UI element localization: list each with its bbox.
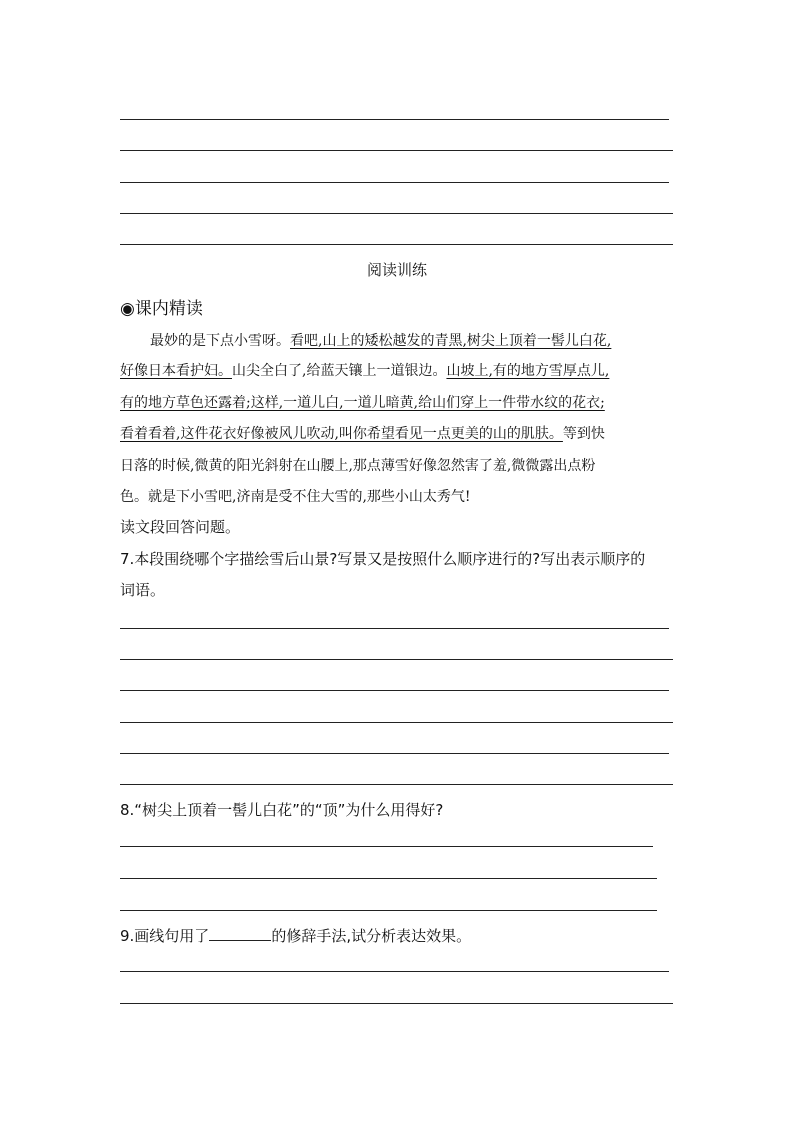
answer-line xyxy=(120,244,673,245)
answer-line xyxy=(120,182,669,183)
answer-line xyxy=(120,1003,673,1004)
answer-line xyxy=(120,784,673,785)
answer-line xyxy=(120,878,657,879)
answer-line xyxy=(120,722,673,723)
passage-text: 最妙的是下点小雪呀。 xyxy=(150,333,290,349)
answer-line xyxy=(120,910,657,911)
answer-line xyxy=(120,659,673,660)
passage-text: 等到快 xyxy=(562,426,605,442)
answer-line xyxy=(120,846,653,847)
answer-line xyxy=(120,971,669,972)
fill-in-blank[interactable] xyxy=(209,926,271,941)
question-7-cont: 词语。 xyxy=(120,581,166,599)
underlined-sentence: 看吧,山上的矮松越发的青黑,树尖上顶着一髻儿白花, xyxy=(290,333,612,349)
answer-line xyxy=(120,213,673,214)
underlined-sentence: 看着看着,这件花衣好像被风儿吹动,叫你希望看见一点更美的山的肌肤。 xyxy=(120,426,563,442)
passage-line-5: 日落的时候,微黄的阳光斜射在山腰上,那点薄雪好像忽然害了羞,微微露出点粉 xyxy=(120,458,596,474)
answer-line xyxy=(120,150,673,151)
answer-line xyxy=(120,628,669,629)
question-7: 7.本段围绕哪个字描绘雪后山景?写景又是按照什么顺序进行的?写出表示顺序的 xyxy=(120,550,646,568)
passage-line-2 xyxy=(120,361,609,381)
answer-line xyxy=(120,753,669,754)
instruction: 读文段回答问题。 xyxy=(120,518,241,536)
question-8: 8.“树尖上顶着一髻儿白花”的“顶”为什么用得好? xyxy=(120,801,444,819)
underlined-sentence: 好像日本看护妇。 xyxy=(120,363,232,379)
answer-line xyxy=(120,690,669,691)
question-9 xyxy=(120,926,471,946)
answer-line xyxy=(120,119,669,120)
passage-line-3: 有的地方草色还露着;这样,一道儿白,一道儿暗黄,给山们穿上一件带水纹的花衣; xyxy=(120,395,605,411)
passage-text: 山尖全白了,给蓝天镶上一道银边。 xyxy=(232,363,447,379)
subsection-title: ◉课内精读 xyxy=(120,299,203,319)
passage-line-4 xyxy=(120,424,605,444)
question-9-text: 的修辞手法,试分析表达效果。 xyxy=(271,927,472,945)
passage-line-6: 色。就是下小雪吧,济南是受不住大雪的,那些小山太秀气! xyxy=(120,489,471,505)
section-title: 阅读训练 xyxy=(366,261,427,279)
underlined-sentence: 山坡上,有的地方雪厚点儿, xyxy=(446,363,610,379)
question-9-text: 9.画线句用了 xyxy=(120,927,210,945)
passage-line-1 xyxy=(150,331,611,351)
